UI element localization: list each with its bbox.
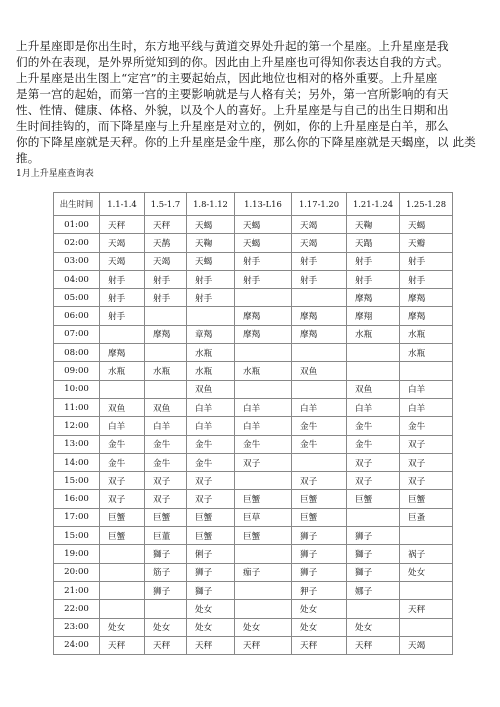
- sign-cell: 天秤: [100, 636, 145, 654]
- sign-cell: 金牛: [145, 453, 187, 471]
- sign-cell: 双子: [400, 472, 453, 490]
- sign-cell: 金牛: [187, 435, 235, 453]
- sign-cell: 射手: [235, 270, 292, 288]
- sign-cell: 巨蟹: [187, 508, 235, 526]
- sign-cell: 巨蟹: [100, 508, 145, 526]
- sign-cell: 射手: [235, 252, 292, 270]
- sign-cell: 摩羯: [400, 289, 453, 307]
- sign-cell: 水瓶: [187, 362, 235, 380]
- time-cell: 15:00: [54, 472, 100, 490]
- intro-line: 性、性情、健康、体格、外貌，以及个人的喜好。上升星座是与自己的出生日期和出: [16, 103, 449, 117]
- sign-cell: 白羊: [292, 398, 347, 416]
- table-row: [54, 325, 453, 343]
- table-row: [54, 581, 453, 599]
- sign-cell: 双子: [145, 472, 187, 490]
- table-row: [54, 600, 453, 618]
- time-cell: 20:00: [54, 563, 100, 581]
- sign-cell: 射手: [292, 252, 347, 270]
- sign-cell: [235, 289, 292, 307]
- sign-cell: 射手: [100, 307, 145, 325]
- sign-cell: 金牛: [292, 417, 347, 435]
- intro-line: 你的下降星座就是天秤。你的上升星座是金牛座，那么你的下降星座就是天蝎座，以 此类推。: [16, 135, 476, 165]
- sign-cell: [400, 581, 453, 599]
- sign-cell: 金牛: [347, 435, 400, 453]
- ascendant-lookup-table: [53, 192, 453, 655]
- sign-cell: 娜子: [347, 581, 400, 599]
- sign-cell: [347, 508, 400, 526]
- sign-cell: 白羊: [235, 417, 292, 435]
- sign-cell: 巨蟹: [235, 490, 292, 508]
- table-row: [54, 508, 453, 526]
- sign-cell: 处女: [400, 563, 453, 581]
- sign-cell: [292, 344, 347, 362]
- table-title: 1月上升星座查询表: [16, 169, 94, 179]
- sign-cell: 巨蟹: [292, 508, 347, 526]
- sign-cell: 俐子: [187, 545, 235, 563]
- sign-cell: 双子: [145, 490, 187, 508]
- sign-cell: [292, 289, 347, 307]
- sign-cell: 白羊: [145, 417, 187, 435]
- sign-cell: 祸子: [400, 545, 453, 563]
- time-cell: 23:00: [54, 618, 100, 636]
- sign-cell: [400, 362, 453, 380]
- sign-cell: 狮子: [145, 581, 187, 599]
- sign-cell: 天竭: [292, 234, 347, 252]
- sign-cell: 射手: [145, 270, 187, 288]
- sign-cell: [235, 344, 292, 362]
- header-date-range: 1.13-L16: [235, 193, 292, 216]
- header-row: [54, 193, 453, 216]
- sign-cell: 金牛: [235, 435, 292, 453]
- sign-cell: 章羯: [187, 325, 235, 343]
- time-cell: 06:00: [54, 307, 100, 325]
- sign-cell: 双子: [400, 435, 453, 453]
- time-cell: 24:00: [54, 636, 100, 654]
- sign-cell: 天蹋: [347, 234, 400, 252]
- sign-cell: 天竭: [292, 216, 347, 234]
- table-row: [54, 398, 453, 416]
- table-row: [54, 252, 453, 270]
- time-cell: 07:00: [54, 325, 100, 343]
- sign-cell: 天蝎: [235, 234, 292, 252]
- sign-cell: 摩翔: [347, 307, 400, 325]
- sign-cell: 射手: [145, 289, 187, 307]
- sign-cell: [145, 344, 187, 362]
- sign-cell: 天秤: [347, 636, 400, 654]
- sign-cell: [145, 600, 187, 618]
- intro-line: 生时间挂钩的，而下降星座与上升星座是对立的，例如，你的上升星座是白羊，那么: [16, 119, 449, 133]
- sign-cell: 处女: [145, 618, 187, 636]
- sign-cell: 处女: [235, 618, 292, 636]
- sign-cell: 射手: [400, 270, 453, 288]
- table-row: [54, 453, 453, 471]
- time-cell: 04:00: [54, 270, 100, 288]
- sign-cell: 射手: [400, 252, 453, 270]
- sign-cell: [100, 325, 145, 343]
- sign-cell: 天蝎: [400, 216, 453, 234]
- sign-cell: [235, 600, 292, 618]
- sign-cell: 双鱼: [292, 362, 347, 380]
- sign-cell: 狮子: [292, 545, 347, 563]
- table-row: [54, 563, 453, 581]
- sign-cell: 射手: [187, 270, 235, 288]
- sign-cell: 狮子: [187, 563, 235, 581]
- sign-cell: 处女: [347, 618, 400, 636]
- sign-cell: [235, 581, 292, 599]
- sign-cell: 巨蟹: [100, 527, 145, 545]
- sign-cell: 摩羯: [347, 289, 400, 307]
- sign-cell: 獅子: [145, 545, 187, 563]
- sign-cell: 双子: [400, 453, 453, 471]
- sign-cell: 处女: [100, 618, 145, 636]
- sign-cell: 射手: [347, 252, 400, 270]
- table-row: [54, 344, 453, 362]
- table-row: [54, 472, 453, 490]
- sign-cell: [187, 307, 235, 325]
- sign-cell: 天鹊: [145, 234, 187, 252]
- header-date-range: 1.25-1.28: [400, 193, 453, 216]
- sign-cell: 天竭: [145, 252, 187, 270]
- table-row: [54, 490, 453, 508]
- sign-cell: [292, 380, 347, 398]
- sign-cell: 狎子: [292, 581, 347, 599]
- sign-cell: 狮子: [347, 527, 400, 545]
- sign-cell: [400, 618, 453, 636]
- sign-cell: [145, 307, 187, 325]
- sign-cell: 白羊: [187, 417, 235, 435]
- intro-line: 们的外在表现，是外界所觉知到的你。因此由上升星座也可得知你表达自我的方式。: [16, 55, 449, 69]
- sign-cell: 处女: [292, 618, 347, 636]
- time-cell: 09:00: [54, 362, 100, 380]
- header-date-range: 1.21-1.24: [347, 193, 400, 216]
- sign-cell: 射手: [347, 270, 400, 288]
- table-row: [54, 307, 453, 325]
- time-cell: 01:00: [54, 216, 100, 234]
- sign-cell: 痂子: [235, 563, 292, 581]
- time-cell: 21:00: [54, 581, 100, 599]
- sign-cell: 摩羯: [400, 307, 453, 325]
- sign-cell: 水瓶: [400, 325, 453, 343]
- sign-cell: [145, 380, 187, 398]
- time-cell: 16:00: [54, 490, 100, 508]
- sign-cell: 天秤: [187, 636, 235, 654]
- sign-cell: 天蝎: [187, 216, 235, 234]
- time-cell: 15:00: [54, 527, 100, 545]
- sign-cell: 白羊: [400, 380, 453, 398]
- sign-cell: 射手: [292, 270, 347, 288]
- time-cell: 11:00: [54, 398, 100, 416]
- sign-cell: 金牛: [187, 453, 235, 471]
- time-cell: 17:00: [54, 508, 100, 526]
- sign-cell: 天蝎: [187, 252, 235, 270]
- table-row: [54, 380, 453, 398]
- sign-cell: 水瓶: [100, 362, 145, 380]
- sign-cell: [292, 453, 347, 471]
- sign-cell: 天秤: [100, 216, 145, 234]
- table-row: [54, 362, 453, 380]
- sign-cell: 天鞠: [187, 234, 235, 252]
- sign-cell: [100, 563, 145, 581]
- sign-cell: 摩羯: [235, 325, 292, 343]
- sign-cell: 獅子: [187, 581, 235, 599]
- sign-cell: 獅子: [347, 563, 400, 581]
- time-cell: 19:00: [54, 545, 100, 563]
- sign-cell: 双子: [100, 472, 145, 490]
- sign-cell: 双子: [235, 453, 292, 471]
- sign-cell: 处女: [187, 618, 235, 636]
- table-row: [54, 435, 453, 453]
- time-cell: 05:00: [54, 289, 100, 307]
- header-date-range: 1.1-1.4: [100, 193, 145, 216]
- sign-cell: [400, 527, 453, 545]
- sign-cell: 金牛: [400, 417, 453, 435]
- table-header: [54, 193, 453, 216]
- sign-cell: 天秤: [145, 636, 187, 654]
- sign-cell: 双子: [100, 490, 145, 508]
- sign-cell: 金牛: [292, 435, 347, 453]
- sign-cell: 獅子: [347, 545, 400, 563]
- sign-cell: 金牛: [347, 417, 400, 435]
- table-row: [54, 417, 453, 435]
- sign-cell: 狮子: [292, 527, 347, 545]
- table-row: [54, 545, 453, 563]
- sign-cell: [100, 581, 145, 599]
- sign-cell: 处女: [187, 600, 235, 618]
- table-row: [54, 289, 453, 307]
- sign-cell: 双鱼: [100, 398, 145, 416]
- sign-cell: 双鱼: [145, 398, 187, 416]
- sign-cell: 天秤: [400, 600, 453, 618]
- sign-cell: [100, 380, 145, 398]
- sign-cell: 摩羯: [145, 325, 187, 343]
- sign-cell: [347, 600, 400, 618]
- sign-cell: 白羊: [347, 398, 400, 416]
- sign-cell: 天秤: [235, 636, 292, 654]
- sign-cell: 白羊: [235, 398, 292, 416]
- sign-cell: 摩羯: [292, 325, 347, 343]
- time-cell: 03:00: [54, 252, 100, 270]
- sign-cell: 双鱼: [347, 380, 400, 398]
- table-body: [54, 216, 453, 655]
- time-cell: 12:00: [54, 417, 100, 435]
- sign-cell: [235, 472, 292, 490]
- time-cell: 14:00: [54, 453, 100, 471]
- sign-cell: 巨蟹: [347, 490, 400, 508]
- sign-cell: [235, 545, 292, 563]
- sign-cell: 水瓶: [187, 344, 235, 362]
- sign-cell: 摩羯: [100, 344, 145, 362]
- sign-cell: 金牛: [100, 435, 145, 453]
- sign-cell: 天秤: [292, 636, 347, 654]
- header-date-range: 1.5-1.7: [145, 193, 187, 216]
- time-cell: 02:00: [54, 234, 100, 252]
- intro-paragraph: [16, 38, 486, 166]
- sign-cell: 水瓶: [347, 325, 400, 343]
- sign-cell: 双子: [347, 453, 400, 471]
- sign-cell: 双鱼: [187, 380, 235, 398]
- sign-cell: 巨草: [235, 508, 292, 526]
- sign-cell: [100, 600, 145, 618]
- sign-cell: 巨蟹: [235, 527, 292, 545]
- sign-cell: 射手: [100, 270, 145, 288]
- sign-cell: 双子: [187, 490, 235, 508]
- sign-cell: 筋子: [145, 563, 187, 581]
- table-row: [54, 234, 453, 252]
- sign-cell: 天竭: [100, 252, 145, 270]
- sign-cell: 处女: [292, 600, 347, 618]
- sign-cell: 双子: [187, 472, 235, 490]
- sign-cell: 狮子: [292, 563, 347, 581]
- time-cell: 10:00: [54, 380, 100, 398]
- sign-cell: 摩羯: [292, 307, 347, 325]
- sign-cell: [347, 344, 400, 362]
- header-date-range: 1.17-1.20: [292, 193, 347, 216]
- intro-line: 是第一宫的起始，而第一宫的主要影响就是与人格有关；另外，第一宫所影响的有天: [16, 87, 449, 101]
- sign-cell: 金牛: [100, 453, 145, 471]
- sign-cell: 巨蟹: [292, 490, 347, 508]
- time-cell: 22:00: [54, 600, 100, 618]
- sign-cell: 巨蚤: [400, 508, 453, 526]
- sign-cell: 双子: [292, 472, 347, 490]
- sign-cell: 巨蟹: [400, 490, 453, 508]
- sign-cell: 天秤: [145, 216, 187, 234]
- sign-cell: 水瓶: [400, 344, 453, 362]
- table-row: [54, 216, 453, 234]
- sign-cell: 射手: [100, 289, 145, 307]
- sign-cell: 巨蟹: [187, 527, 235, 545]
- sign-cell: [347, 362, 400, 380]
- sign-cell: 巨蟹: [145, 508, 187, 526]
- table-row: [54, 527, 453, 545]
- sign-cell: [100, 545, 145, 563]
- time-cell: 13:00: [54, 435, 100, 453]
- sign-cell: 天鞠: [347, 216, 400, 234]
- sign-cell: 水瓶: [235, 362, 292, 380]
- header-date-range: 1.8-1.12: [187, 193, 235, 216]
- sign-cell: 双子: [347, 472, 400, 490]
- sign-cell: 水瓶: [145, 362, 187, 380]
- table-row: [54, 618, 453, 636]
- sign-cell: 白羊: [187, 398, 235, 416]
- sign-cell: 金牛: [145, 435, 187, 453]
- header-birth-time: 出生时间: [54, 193, 100, 216]
- intro-line: 上升星座即是你出生时，东方地平线与黄道交界处升起的第一个星座。上升星座是我: [16, 39, 449, 53]
- sign-cell: 天蝎: [235, 216, 292, 234]
- sign-cell: 天竭: [400, 636, 453, 654]
- intro-line: 上升星座是出生图上“定宫”的主要起始点，因此地位也相对的格外重要。上升星座: [16, 71, 438, 85]
- time-cell: 08:00: [54, 344, 100, 362]
- sign-cell: 摩羯: [235, 307, 292, 325]
- sign-cell: 射手: [187, 289, 235, 307]
- table-row: [54, 270, 453, 288]
- sign-cell: 天竭: [100, 234, 145, 252]
- sign-cell: 白羊: [100, 417, 145, 435]
- sign-cell: 天瓣: [400, 234, 453, 252]
- sign-cell: [235, 380, 292, 398]
- table-row: [54, 636, 453, 654]
- sign-cell: 巨董: [145, 527, 187, 545]
- sign-cell: 白羊: [400, 398, 453, 416]
